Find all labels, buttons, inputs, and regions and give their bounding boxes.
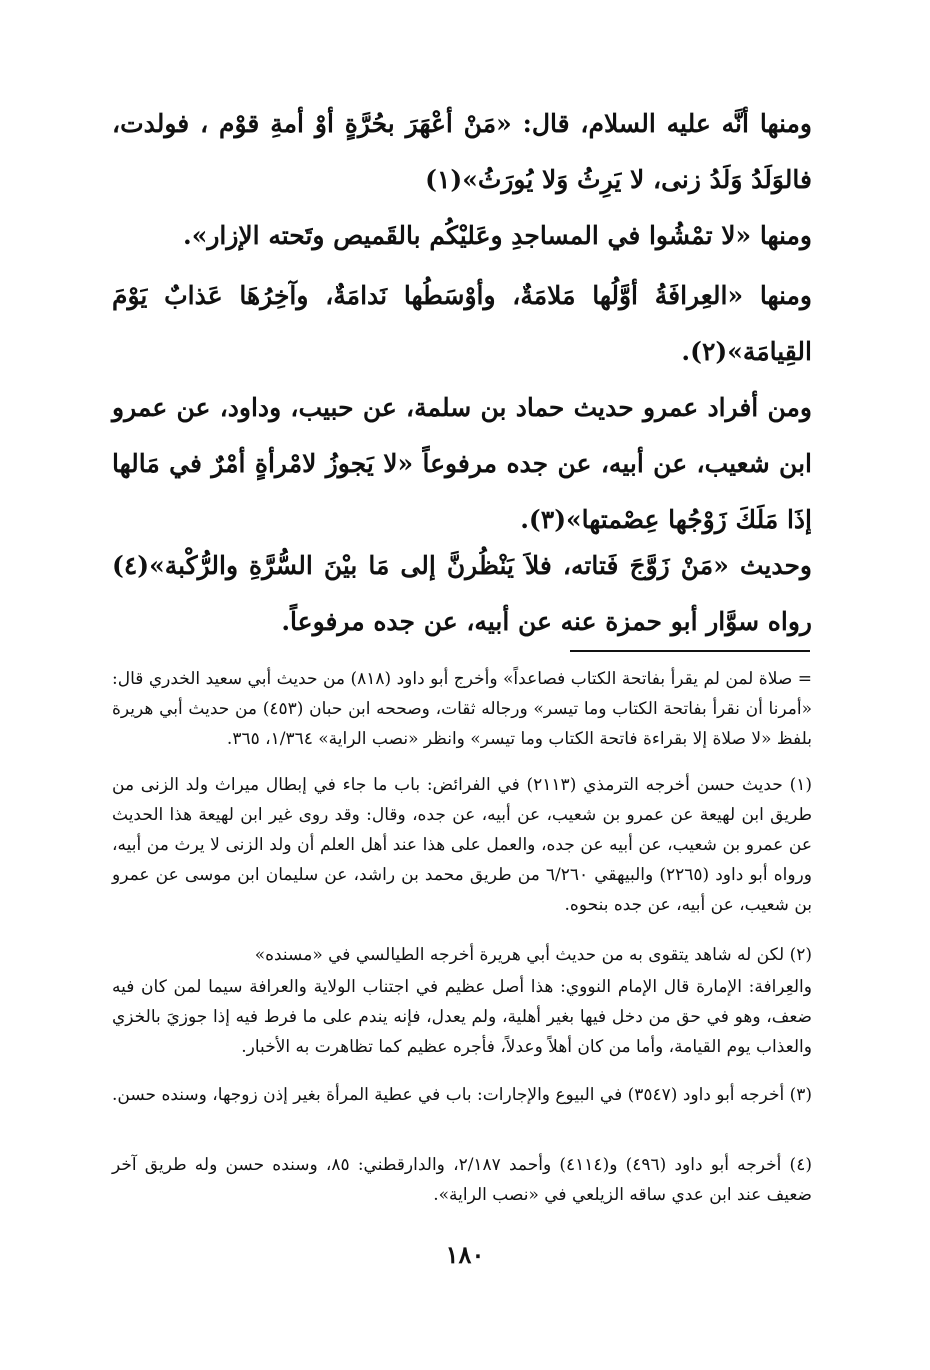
footnote: والعِرافة: الإمارة قال الإمام النووي: هذا أصل عظيم في اجتناب الولاية والعرافة سيما لمن كان فيه ضعف، وهو في حق من دخل فيها بغير أهلية، ولم يعدل، فإنه يندم على ما فرط فيه إذا جوزيَ بالخزي والعذاب يوم القيامة، وأما من كان أهلاً وعدلاً، فأجره عظيم كما تظاهرت به الأخبار.: [112, 977, 812, 1057]
footnote: (١) حديث حسن أخرجه الترمذي (٢١١٣) في الفرائض: باب ما جاء في إبطال ميراث ولد الزنى من طريق ابن لهيعة عن عمرو بن شعيب، عن أبيه، عن جده، وقال: وقد روى غير ابن لهيعة هذا الحديث عن عمرو بن شعيب، عن أبيه عن جده، والعمل على هذا عند أهل العلم أن ولد الزنى لا يرث من أبيه، ورواه أبو داود (٢٢٦٥) والبيهقي ٦/٢٦٠ من طريق محمد بن راشد، عن سليمان ابن موسى عن عمرو بن شعيب، عن أبيه، عن جده بنحوه.: [112, 775, 812, 915]
footnote: (٤) أخرجه أبو داود (٤٩٦) و(٤١١٤) وأحمد ٢/١٨٧، والدارقطني: ٨٥، وسنده حسن وله طريق آخر ضعيف عند ابن عدي ساقه الزيلعي في «نصب الراية».: [112, 1155, 812, 1205]
footnote: = صلاة لمن لم يقرأ بفاتحة الكتاب فصاعداً» وأخرج أبو داود (٨١٨) من حديث أبي سعيد الخدري قال: «أمرنا أن نقرأ بفاتحة الكتاب وما تيسر» ورجاله ثقات، وصححه ابن حبان (٤٥٣) من حديث أبي هريرة بلفظ «لا صلاة إلا بقراءة فاتحة الكتاب وما تيسر» وانظر «نصب الراية» ١/٣٦٤، ٣٦٥.: [112, 669, 813, 749]
footnote: (٣) أخرجه أبو داود (٣٥٤٧) في البيوع والإجارات: باب في عطية المرأة بغير إذن زوجها، وسنده حسن.: [112, 1085, 812, 1105]
paragraph: وحديث «مَنْ زَوَّجَ فَتاته، فلاَ يَنْظُرنَّ إلى مَا بيْنَ السُّرَّةِ والرُّكْبة»(٤) رواه سوَّار أبو حمزة عنه عن أبيه، عن جده مرفوعاً.: [112, 551, 812, 636]
footnote-separator: [570, 650, 810, 652]
paragraph: ومن أفراد عمرو حديث حماد بن سلمة، عن حبيب، وداود، عن عمرو ابن شعيب، عن أبيه، عن جده مرفوعاً «لا يَجوزُ لامْرأةٍ أمْرٌ في مَالها إذَا مَلَكَ زَوْجُها عِصْمتها»(٣).: [112, 393, 812, 534]
paragraph: ومنها «لا تمْشُوا في المساجدِ وعَليْكُم بالقَميص وتَحته الإزار».: [183, 221, 812, 250]
footnote: (٢) لكن له شاهد يتقوى به من حديث أبي هريرة أخرجه الطيالسي في «مسنده»: [254, 945, 812, 965]
page-number: ١٨٠: [445, 1240, 485, 1269]
paragraph: ومنها «العِرافَةُ أوَّلُها مَلامَةٌ، وأوْسَطُها نَدامَةٌ، وآخِرُهَا عَذابٌ يَوْمَ القِيامَة»(٢).: [112, 281, 812, 366]
paragraph: ومنها أنَّه عليه السلام، قال: «مَنْ أعْهَرَ بحُرَّةٍ أوْ أمةِ قوْم ، فولدت، فالوَلَدُ وَلَدُ زنى، لا يَرِثُ وَلا يُورَثُ»(١): [112, 109, 812, 194]
